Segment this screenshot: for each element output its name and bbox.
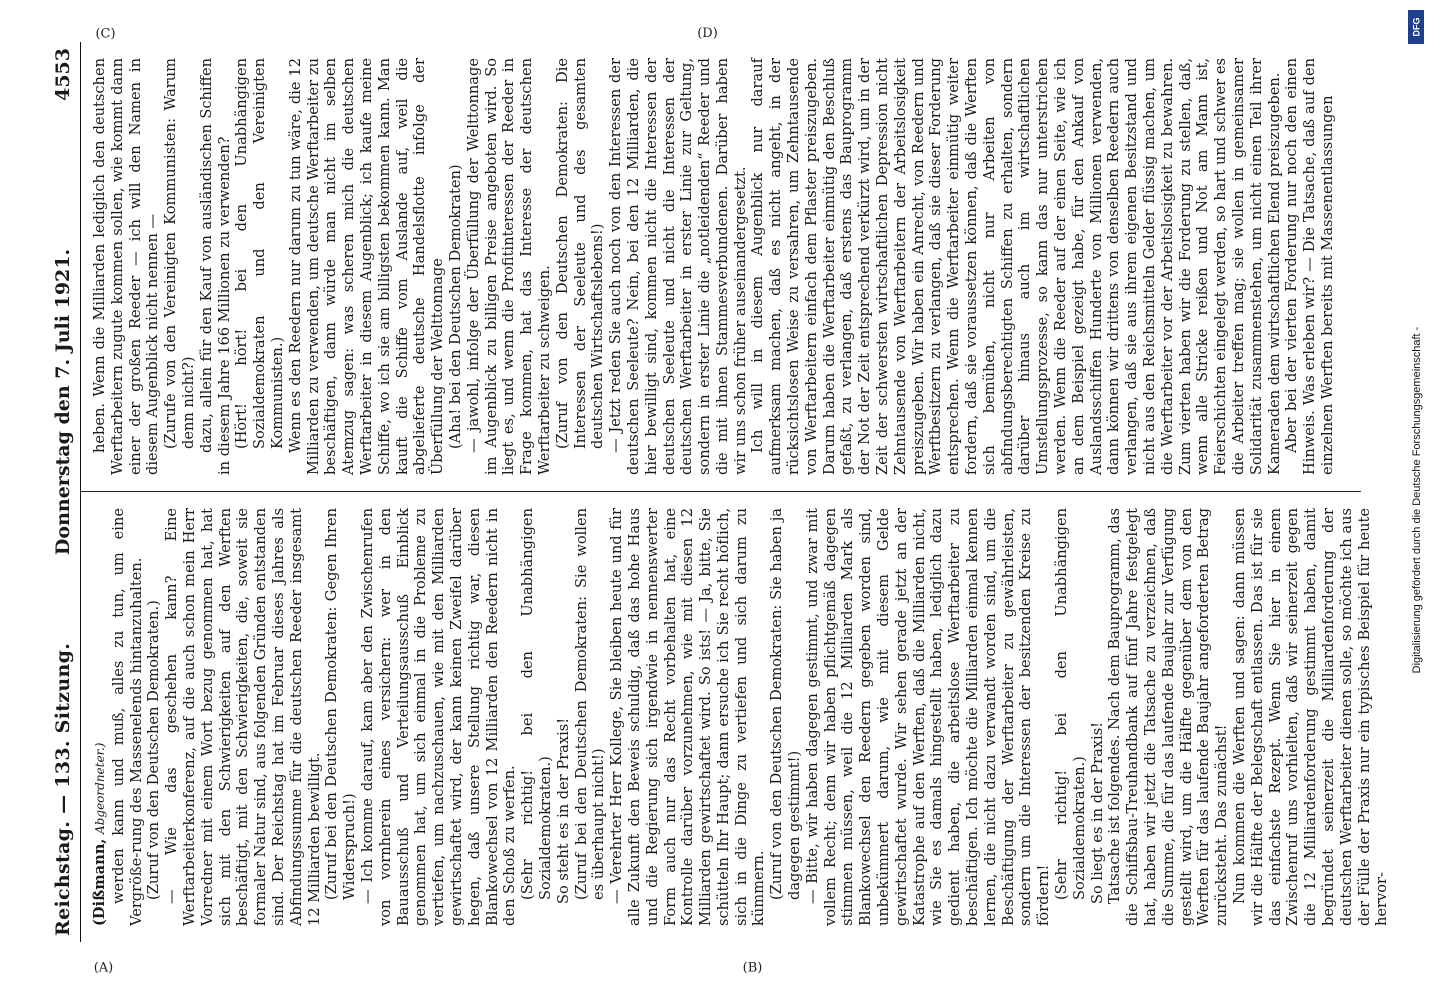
text-columns	[81, 42, 1391, 942]
interjection-paragraph: (Hört! hört! bei den Unabhängigen Sozialdemokraten und den Vereinigten Kommunisten.)	[233, 58, 286, 449]
margin-marker-d: (D)	[697, 26, 718, 42]
speaker-name: (Dißmann,	[91, 838, 108, 926]
left-column	[81, 492, 1391, 942]
body-paragraph: Nun kommen die Werften und sagen: dann müssen wir die Hälfte der Belegschaft entlassen. Das ist für sie das einfachste Rezept. Wenn Sie hier in einem Zwischenruf uns vorhielten, daß wir seinerzeit gegen die 12 Milliardenforderung gestimmt haben, damit begründet seinerzeit die Milliardenforderung der deutschen Werftarbeiter dienen solle, so möchte ich aus der Fülle der Praxis nur ein typisches Beispiel für heute hervor-	[1231, 508, 1391, 926]
interjection-paragraph: (Zuruf bei den Deutschen Demokraten: Sie wollen es überhaupt nicht!)	[572, 508, 608, 900]
margin-marker-a: (A)	[93, 960, 114, 976]
body-paragraph: Aber bei der vierten Forderung nur noch den einen Hinweis. Was erleben wir? — Die Tatsache, daß auf den einzelnen Werften bereits mit Massenentlassungen	[1283, 58, 1336, 475]
interjection-paragraph: (Aha! bei den Deutschen Demokraten)	[446, 164, 464, 449]
credit-text: Digitalisierung gefördert durch die Deutsche Forschungsgemeinschaft -	[1411, 326, 1423, 674]
sitting-date: Donnerstag den 7. Juli 1921.	[52, 248, 74, 556]
body-paragraph: Tatsache ist folgendes. Nach dem Bauprogramm, das die Schiffsbau-Treuhandbank auf fünf Jahre festgelegt hat, haben wir jetzt die Tatsache zu verzeichnen, daß die Summe, die für das laufende Baujahr zur Verfügung gestellt wird, um die Hälfte gegenüber dem von den Werften für das laufende Baujahr angeforderten Betrag zurücksteht. Das zunächst!	[1106, 508, 1231, 926]
body-paragraph: So liegt es in der Praxis!	[1088, 721, 1106, 904]
margin-marker-c: (C)	[95, 26, 116, 42]
body-paragraph: — Verehrter Herr Kollege, Sie bleiben heute und für alle Zukunft den Beweis schuldig, daß das hohe Haus und die Regierung sich irgendwie in nennenswerter Form auch nur das Recht vorbehalten hat, eine Kontrolle darüber vorzunehmen, wie mit diesen 12 Milliarden gewirtschaftet wird. So ists! — Ja, bitte, Sie schütteln Ihr Haupt; dann ersuche ich Sie recht höflich, sich in die Dinge zu vertiefen und sich darum zu kümmern.	[608, 508, 768, 926]
body-paragraph: Ich will in diesem Augenblick nur darauf aufmerksam machen, daß es nicht angeht, in der rücksichtslosen Weise zu versahren, um Zehntausende von Werftarbeitern einfach dem Pflaster preiszugeben. Darum haben die Werftarbeiter einmütig den Beschluß gefaßt, zu verlangen, daß erstens das Bauprogramm der Not der Zeit entsprechend verkürzt wird, um in der Zeit der schwersten wirtschaftlichen Depression nicht Zehntausende von Werftarbeitern der Arbeitslosigkeit preiszugeben. Wir haben ein Anrecht, von Reedern und Werftbesitzern zu verlangen, daß sie dieser Forderung entsprechen. Wenn die Werftarbeiter einmütig weiter fordern, daß sie voraussetzen können, daß die Werften sich bemühen, nicht nur Arbeiten von abfindungsberechtigten Schiffen zu erhalten, sondern darüber hinaus auch im wirtschaftlichen Umstellungsprozesse, so kann das nur unterstrichen werden. Wenn die Reeder auf der einen Seite, wie ich an dem Beispiel gezeigt habe, für den Ankauf von Auslandsschiffen Hunderte von Millionen verwenden, dann können wir drittens von denselben Reedern auch verlangen, daß sie aus ihrem eigenen Besitzstand und nicht aus den Reichsmitteln Gelder flüssig machen, um die Werftarbeiter vor der Arbeitslosigkeit zu bewahren. Zum vierten haben wir die Forderung zu stellen, daß, wenn alle Stricke reißen und Not am Mann ist, Feierschichten eingelegt werden, so hart und schwer es die Arbeiter treffen mag; sie wollen in gemeinsamer Solidarität zusammenstehen, um nicht einen Teil ihrer Kameraden dem wirtschaftlichen Elend preiszugeben.	[749, 58, 1283, 475]
interjection-paragraph: (Sehr richtig! bei den Unabhängigen Sozialdemokraten.)	[519, 508, 554, 900]
body-paragraph: — jawohl, infolge der Überfüllung der Welttonnage im Augenblick zu billigen Preise angeboten wird. So liegt es, und wenn die Profitinteressen der Reeder in Frage kommen, hat das Interesse der deutschen Werftarbeiter zu schweigen.	[464, 58, 553, 475]
margin-marker-b: (B)	[742, 960, 763, 976]
interjection-paragraph: (Zuruf bei den Deutschen Demokraten: Gegen Ihren Widerspruch!)	[323, 508, 359, 900]
body-paragraph: werden kann und muß, alles zu tun, um eine Vergröße-rung des Massenelends hintanzuhalten.	[109, 508, 145, 926]
interjection-paragraph: (Zuruf von den Deutschen Demokraten: Die Interessen der Seeleute und des gesamten deutschen Wirtschaftslebens!)	[553, 58, 607, 449]
speaker-role: Abgeordneter.)	[93, 742, 107, 834]
digitization-credit	[1400, 0, 1434, 1000]
body-paragraph: heben. Wenn die Milliarden lediglich den deutschen Werftarbeitern zugute kommen sollen, wie kommt dann einer der großen Reeder — ich will den Namen in diesem Augenblick nicht nennen —	[91, 58, 162, 475]
page-number: 4553	[52, 48, 74, 101]
page-header	[30, 42, 81, 942]
interjection-paragraph: (Zuruf von den Deutschen Demokraten: Sie haben ja dagegen gestimmt!)	[768, 508, 804, 900]
interjection-paragraph: (Zuruf von den Deutschen Demokraten.)	[145, 600, 163, 900]
right-column	[81, 42, 1361, 492]
speaker-line	[91, 508, 110, 926]
dfg-logo: DFG	[1408, 10, 1424, 44]
interjection-paragraph: (Zurufe von den Vereinigten Kommunisten: Warum denn nicht?)	[162, 58, 197, 449]
body-paragraph: — Ich komme darauf, kam aber den Zwischenrufen von vornherein eines versichern: wer in den Bauausschuß und Verteilungsausschuß Einblick genommen hat, um sich einmal in die Probleme zu vertiefen, um nachzuschauen, wie mit den Milliarden gewirtschaftet wird, der kann keinen Zweifel darüber hegen, daß unsere Stellung richtig war, diesen Blankowechsel von 12 Milliarden den Reedern nicht in den Schoß zu werfen.	[358, 508, 519, 926]
body-paragraph: So steht es in der Praxis!	[554, 717, 572, 904]
interjection-paragraph: (Sehr richtig! bei den Unabhängigen Sozialdemokraten.)	[1053, 508, 1088, 900]
body-paragraph: dazu, allein für den Kauf von ausländischen Schiffen in diesem Jahre 166 Millionen zu verwenden?	[197, 58, 233, 475]
running-title: Reichstag. — 133. Sitzung.	[52, 642, 74, 936]
body-paragraph: Wenn es den Reedern nur darum zu tun wäre, die 12 Milliarden zu verwenden, um deutsche Werftarbeiter zu beschäftigen, dann würde man nicht im selben Atemzug sagen: was scheren mich die deutschen Werftarbeiter in diesem Augenblick; ich kaufe meine Schiffe, wo ich sie am billigsten bekommen kann. Man kauft die Schiffe vom Auslande auf, weil die abgelieferte deutsche Handelsflotte infolge der Überfüllung der Welttonnage	[286, 58, 447, 475]
body-paragraph: — Jetzt reden Sie auch noch von den Interessen der deutschen Seeleute? Nein, bei den 12 Milliarden, die hier bewilligt sind, kommen nicht die Interessen der deutschen Seeleute und nicht die Interessen der deutschen Werftarbeiter in erster Linie zur Geltung, sondern in erster Linie die „notleidenden“ Reeder und die mit ihnen Stammesverbundenen. Darüber haben wir uns schon früher auseinandergesetzt.	[607, 58, 749, 475]
body-paragraph: — Bitte, wir haben dagegen gestimmt, und zwar mit vollem Recht; denn wir haben pflichtgemäß dagegen stimmen müssen, weil die 12 Milliarden Mark als Blankowechsel den Reedern gegeben worden sind, unbekümmert darum, wie mit diesem Gelde gewirtschaftet wurde. Wir sehen gerade jetzt an der Katastrophe auf den Werften, daß die Milliarden nicht, wie Sie es damals hingestellt haben, lediglich dazu gedient haben, die arbeitslose Werftarbeiter zu beschäftigen. Ich möchte die Milliarden einmal kennen lernen, die nicht dazu verwandt worden sind, um die Beschäftigung der Werftarbeiter zu gewährleisten, sondern um die Interessen der besitzenden Kreise zu fördern!	[803, 508, 1053, 926]
body-paragraph: — Wie das geschehen kann? Eine Werftarbeiterkonferenz, auf die auch schon mein Herr Vorredner mit einem Wort bezug genommen hat, hat sich mit den Schwierigkeiten auf den Werften beschäftigt, mit den Schwierigkeiten, die, soweit sie formaler Natur sind, aus folgenden Gründen entstanden sind. Der Reichstag hat im Februar dieses Jahres als Abfindungssumme für die deutschen Reeder insgesamt 12 Milliarden bewilligt.	[163, 508, 323, 926]
